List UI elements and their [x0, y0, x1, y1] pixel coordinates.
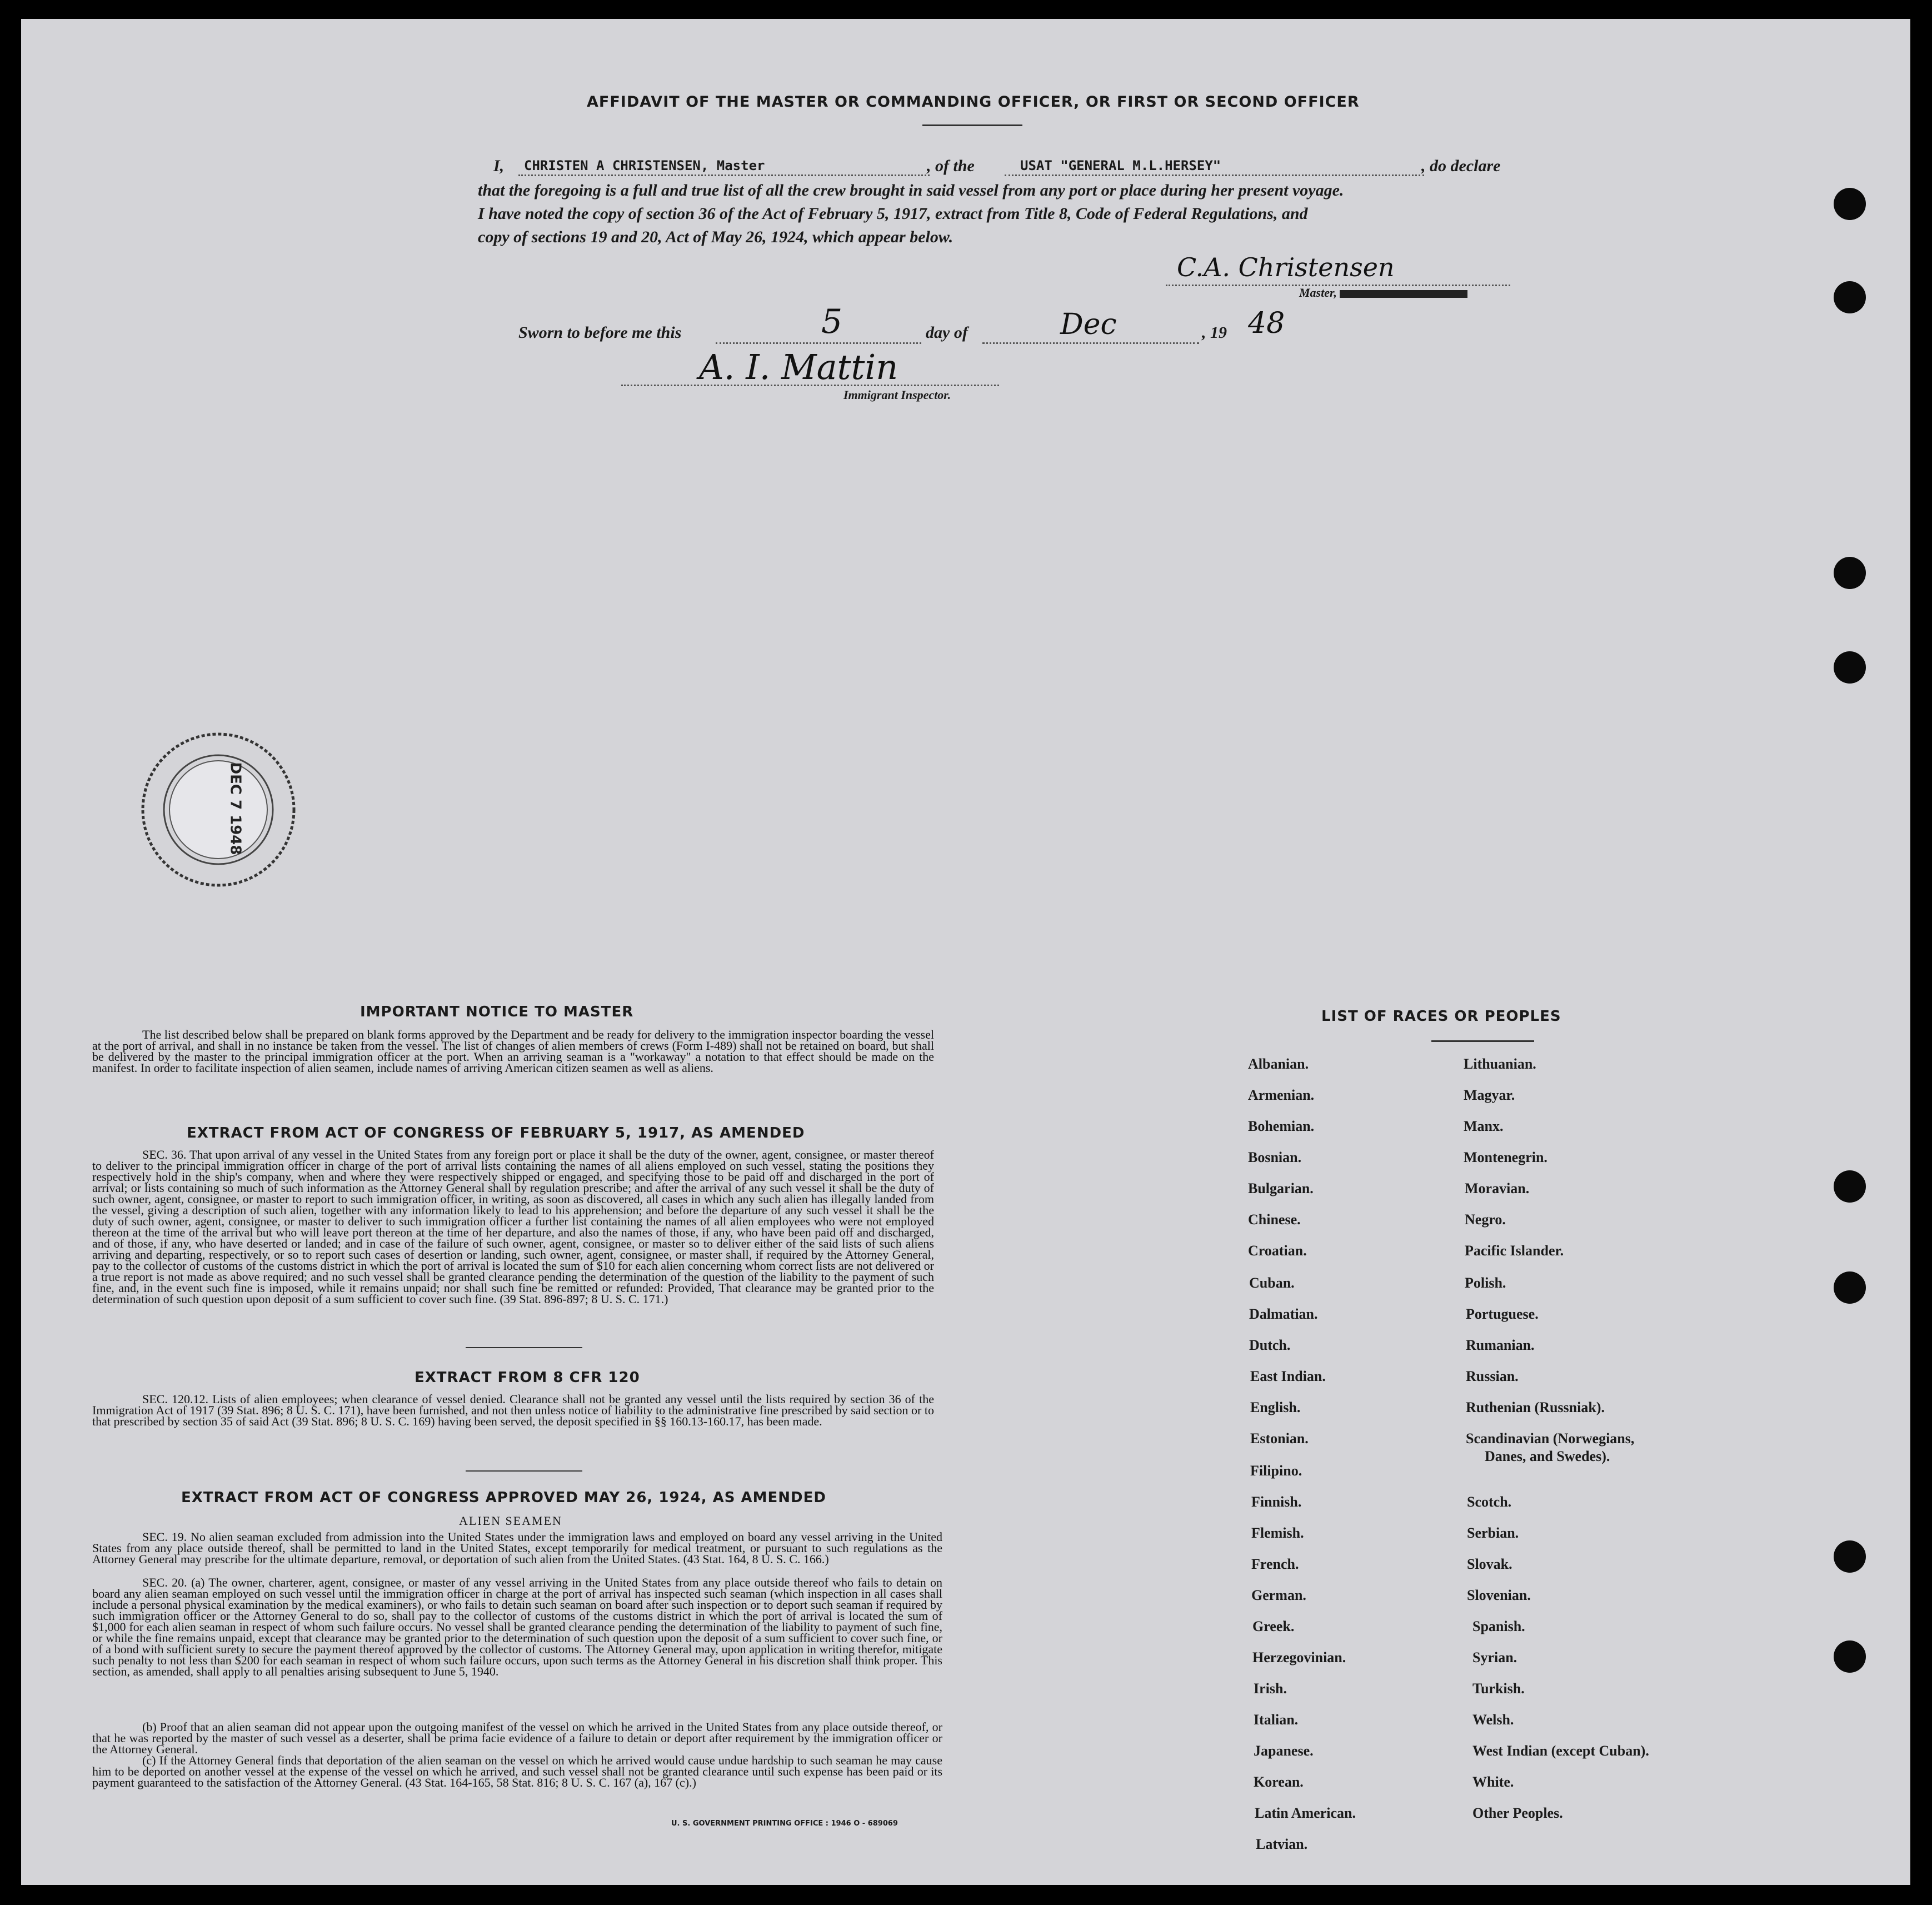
race-item: Dutch. [1249, 1337, 1291, 1353]
race-item: Danes, and Swedes). [1485, 1448, 1610, 1464]
master-name: CHRISTEN A CHRISTENSEN, Master [524, 158, 765, 173]
race-item: Montenegrin. [1464, 1149, 1547, 1165]
punch-hole [1834, 1640, 1866, 1673]
inspector-signature: A. I. Mattin [699, 347, 898, 387]
race-item: Syrian. [1472, 1649, 1517, 1665]
punch-hole [1834, 651, 1866, 684]
sworn-label: Sworn to before me this [518, 323, 682, 342]
race-item: Ruthenian (Russniak). [1466, 1399, 1605, 1415]
race-item: Estonian. [1250, 1430, 1309, 1447]
struck-out-title [1340, 290, 1467, 298]
race-item: Scandinavian (Norwegians, [1466, 1430, 1635, 1447]
arrival-stamp [138, 729, 299, 890]
extract-cfr-title: EXTRACT FROM 8 CFR 120 [415, 1369, 640, 1386]
extract-1917-title: EXTRACT FROM ACT OF CONGRESS OF FEBRUARY 5, 1917, AS AMENDED [187, 1125, 805, 1141]
affidavit-line-4: copy of sections 19 and 20, Act of May 26, 1924, which appear below. [478, 228, 953, 246]
month-line [982, 342, 1199, 344]
punch-hole [1834, 1170, 1866, 1203]
inspector-label: Immigrant Inspector. [843, 388, 951, 402]
of-label: , of the [927, 157, 975, 175]
extract-1924-title: EXTRACT FROM ACT OF CONGRESS APPROVED MAY 26, 1924, AS AMENDED [181, 1489, 826, 1506]
month-value: Dec [1060, 308, 1117, 341]
race-item: Croatian. [1248, 1243, 1307, 1259]
race-item: Moravian. [1465, 1180, 1530, 1196]
race-item: Flemish. [1251, 1525, 1304, 1541]
race-item: Cuban. [1249, 1275, 1295, 1291]
race-item: Russian. [1466, 1368, 1519, 1384]
declare-label: , do declare [1421, 157, 1501, 175]
punch-hole [1834, 188, 1866, 220]
section-rule [466, 1470, 582, 1472]
race-item: Latvian. [1256, 1836, 1308, 1852]
stamp-date: DEC 7 1948 [227, 762, 244, 855]
vessel-line [1005, 174, 1424, 176]
race-item: Scotch. [1467, 1494, 1512, 1510]
master-label-text: Master, [1299, 286, 1337, 300]
race-item: Spanish. [1472, 1618, 1525, 1634]
punch-hole [1834, 557, 1866, 589]
race-item: Dalmatian. [1249, 1306, 1318, 1322]
race-item: Armenian. [1248, 1087, 1315, 1103]
affidavit-line-2: that the foregoing is a full and true list of all the crew brought in said vessel from any port or place during her present voyage. [478, 181, 1344, 200]
race-item: Albanian. [1248, 1056, 1309, 1072]
notice-title: IMPORTANT NOTICE TO MASTER [360, 1004, 634, 1020]
race-item: Rumanian. [1466, 1337, 1535, 1353]
document-page [21, 19, 1910, 1885]
race-item: Polish. [1465, 1275, 1506, 1291]
sec20a-text: SEC. 20. (a) The owner, charterer, agent, consignee, or master of any vessel arriving in the United States from any place outside thereof who fails to detain on board any alien seaman employed on such vessel until the immigration officer in charge at the port of arrival has inspected such seaman (which inspection in all cases shall include a personal physical examination by the medical examiners), or who fails to detain such seaman on board after such inspection or to deport such seaman if required by such immigration officer or the Attorney General to do so, shall pay to the collector of customs of the customs district in which the port of arrival is located the sum of $1,000 for each alien seaman in respect of whom such failure occurs. No vessel shall be granted clearance pending the determination of the liability to payment of such fine, or while the fine remains unpaid, except that clearance may be granted prior to the determination of such question upon the deposit of a sum sufficient to cover such fine, or of a bond with sufficient surety to secure the payment thereof approved by the collector of customs. The Attorney General may, upon application in writing therefor, mitigate such penalty to not less than $200 for each seaman in respect of whom such failure occurs, upon such terms as the Attorney General in his discretion shall think proper. This section, as amended, shall apply to all penalties arising subsequent to June 5, 1940. [92, 1575, 942, 1678]
race-item: Filipino. [1250, 1463, 1302, 1479]
race-item: West Indian (except Cuban). [1472, 1743, 1649, 1759]
i-label: I, [493, 157, 505, 175]
race-item: French. [1251, 1556, 1299, 1572]
title-rule [922, 124, 1022, 126]
race-item: Bulgarian. [1248, 1180, 1314, 1196]
sec20b-text: (b) Proof that an alien seaman did not appear upon the outgoing manifest of the vessel on which he arrived in the United States from any place outside thereof, or that he was reported by the master of such vessel as a deserter, shall be prima facie evidence of a failure to detain or deport after requirement by the immigration officer or the Attorney General. [92, 1720, 942, 1756]
race-item: Manx. [1464, 1118, 1504, 1134]
race-item: Pacific Islander. [1465, 1243, 1564, 1259]
punch-hole [1834, 281, 1866, 313]
year-value: 48 [1248, 307, 1285, 340]
races-rule [1431, 1040, 1534, 1042]
section-rule [466, 1347, 582, 1348]
notice-text: The list described below shall be prepared on blank forms approved by the Department and be ready for delivery to the immigration inspector boarding the vessel at the port of arrival, and shall in no instance be taken from the vessel. The list of changes of alien members of crews (Form I-489) shall not be retained on board, but shall be delivered by the master to the principal immigration officer at the port. When an arriving seaman is a "workaway" a notation to that effect should be made on the manifest. In order to facilitate inspection of alien seamen, include names of arriving American citizen seamen as well as aliens. [92, 1028, 934, 1075]
extract-1924-subtitle: ALIEN SEAMEN [459, 1514, 562, 1528]
race-item: English. [1250, 1399, 1301, 1415]
race-item: White. [1472, 1774, 1514, 1790]
affidavit-title: AFFIDAVIT OF THE MASTER OR COMMANDING OFFICER, OR FIRST OR SECOND OFFICER [587, 93, 1360, 111]
day-line [716, 342, 921, 344]
sec19-text: SEC. 19. No alien seaman excluded from admission into the United States under the immigration laws and employed on board any vessel arriving in the United States from any place outside thereof, shall be permitted to land in the United States, except temporarily for medical treatment, or pursuant to such regulations as the Attorney General may prescribe for the ultimate departure, removal, or deportation of such alien from the United States. (43 Stat. 164, 8 U. S. C. 166.) [92, 1530, 942, 1566]
printer-credit: U. S. GOVERNMENT PRINTING OFFICE : 1946 O - 689069 [671, 1819, 898, 1828]
race-item: Chinese. [1248, 1211, 1301, 1228]
day-value: 5 [821, 302, 843, 341]
sec20c-text: (c) If the Attorney General finds that deportation of the alien seaman on the vessel on which he arrived would cause undue hardship to such seaman he may cause him to be deported on another vessel at the expense of the vessel on which he arrived, and such vessel shall not be granted clearance until such expense has been paid or its payment guaranteed to the satisfaction of the Attorney General. (43 Stat. 164-165, 58 Stat. 816; 8 U. S. C. 167 (a), 167 (c).) [92, 1753, 942, 1789]
extract-1917-text: SEC. 36. That upon arrival of any vessel in the United States from any foreign port or place it shall be the duty of the owner, agent, consignee, or master thereof to deliver to the principal immigration officer in charge of the port of arrival lists containing the names of all aliens employed on such vessel, stating the positions they respectively hold in the ship's company, when and where they were respectively shipped or engaged, and specifying those to be paid off and discharged in the port of arrival; or lists containing so much of such information as the Attorney General shall by regulation prescribe; and after the arrival of any such vessel it shall be the duty of such owner, agent, consignee, or master to report to such immigration officer, in writing, as soon as discovered, all cases in which any such alien has illegally landed from the vessel, giving a description of such alien, together with any information likely to lead to his apprehension; and before the departure of any such vessel it shall be the duty of such owner, agent, consignee, or master to deliver to such immigration officer a further list containing the names of all alien employees who were not employed thereon at the time of the arrival but who will leave port thereon at the time of her departure, and also the names of those, if any, who have been paid off and discharged, and of those, if any, who have deserted or landed; and in case of the failure of such owner, agent, consignee, or master so to deliver either of the said lists of such aliens arriving and departing, respectively, or so to report such cases of desertion or landing, such owner, agent, consignee, or master shall, if required by the Attorney General, pay to the collector of customs of the customs district in which the port of arrival is located the sum of $10 for each alien concerning whom correct lists are not delivered or a true report is not made as above required; and no such vessel shall be granted clearance pending the determination of the question of the liability to the payment of such fine, and, in the event such fine is imposed, while it remains unpaid; nor shall such fine be remitted or refunded: Provided, That clearance may be granted prior to the determination of such question upon deposit of a sum sufficient to cover such fine. (39 Stat. 896-897; 8 U. S. C. 171.) [92, 1148, 934, 1306]
race-item: Irish. [1254, 1680, 1287, 1697]
race-item: Bosnian. [1248, 1149, 1302, 1165]
race-item: Herzegovinian. [1252, 1649, 1346, 1665]
race-item: Greek. [1252, 1618, 1295, 1634]
race-item: Slovenian. [1467, 1587, 1531, 1603]
year-prefix: , 19 [1202, 323, 1227, 342]
inspector-line [621, 385, 999, 386]
race-item: Korean. [1254, 1774, 1304, 1790]
master-name-line [518, 174, 930, 176]
race-item: Magyar. [1464, 1087, 1515, 1103]
punch-hole [1834, 1271, 1866, 1304]
race-item: Other Peoples. [1472, 1805, 1563, 1821]
extract-cfr-text: SEC. 120.12. Lists of alien employees; when clearance of vessel denied. Clearance shall not be granted any vessel until the lists required by section 36 of the Immigration Act of 1917 (39 Stat. 896; 8 U. S. C. 171), have been furnished, and not then unless notice of liability to the administrative fine prescribed by said section or to that prescribed by section 35 of said Act (39 Stat. 896; 8 U. S. C. 169) having been served, the deposit specified in §§ 160.13-160.17, has been made. [92, 1392, 934, 1428]
race-item: Negro. [1465, 1211, 1506, 1228]
race-item: Serbian. [1467, 1525, 1519, 1541]
race-item: Portuguese. [1466, 1306, 1539, 1322]
race-item: Japanese. [1254, 1743, 1314, 1759]
race-item: Welsh. [1472, 1712, 1514, 1728]
vessel-name: USAT "GENERAL M.L.HERSEY" [1020, 158, 1221, 173]
race-item: Finnish. [1251, 1494, 1302, 1510]
race-item: Bohemian. [1248, 1118, 1315, 1134]
master-label [1299, 286, 1467, 300]
race-item: Lithuanian. [1464, 1056, 1536, 1072]
race-item: Latin American. [1255, 1805, 1356, 1821]
races-title: LIST OF RACES OR PEOPLES [1321, 1008, 1561, 1025]
day-label: day of [926, 323, 968, 342]
stamp-graphic [138, 729, 299, 890]
race-item: East Indian. [1250, 1368, 1326, 1384]
race-item: Slovak. [1467, 1556, 1512, 1572]
race-item: Turkish. [1472, 1680, 1525, 1697]
race-item: Italian. [1254, 1712, 1299, 1728]
master-signature: C.A. Christensen [1177, 252, 1395, 282]
affidavit-line-3: I have noted the copy of section 36 of the Act of February 5, 1917, extract from Title 8, Code of Federal Regulations, and [478, 205, 1308, 223]
race-item: German. [1251, 1587, 1306, 1603]
punch-hole [1834, 1540, 1866, 1573]
